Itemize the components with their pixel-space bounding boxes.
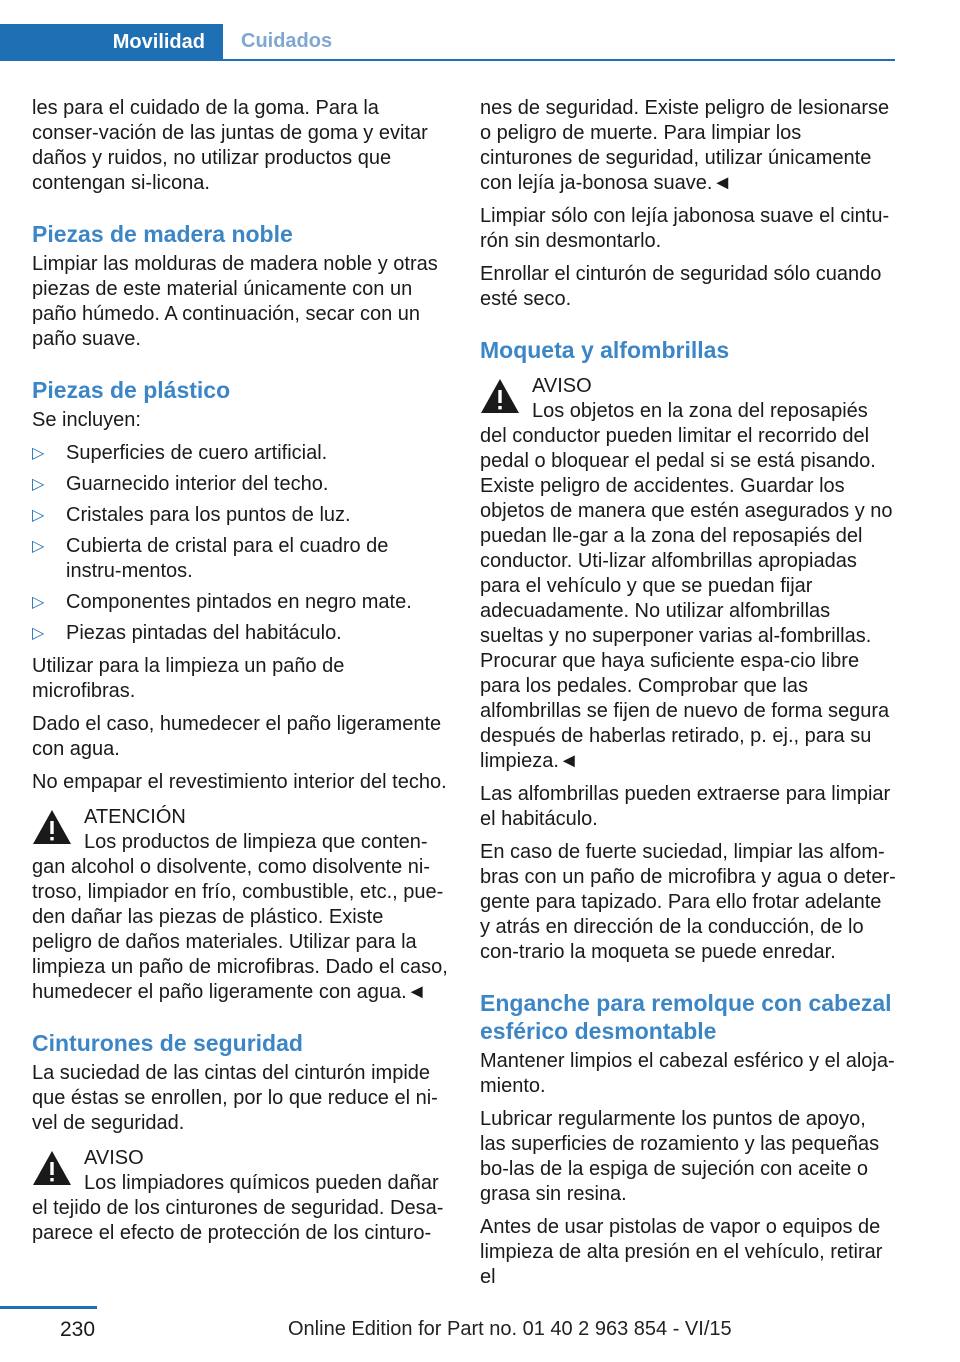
page-number: 230 xyxy=(60,1318,96,1341)
paragraph: Mantener limpios el cabezal esférico y el aloja-miento. xyxy=(480,1050,895,1097)
paragraph: Enrollar el cinturón de seguridad sólo cuando esté seco. xyxy=(480,263,882,310)
heading-enganche: Enganche para remolque con cabezal esférico desmontable xyxy=(480,990,892,1044)
triangle-bullet-icon: ▷ xyxy=(32,538,45,555)
warning-triangle-icon xyxy=(32,809,72,845)
paragraph: Limpiar sólo con lejía jabonosa suave el cintu-rón sin desmontarlo. xyxy=(480,205,890,252)
paragraph: Se incluyen: xyxy=(32,409,141,431)
paragraph: En caso de fuerte suciedad, limpiar las alfom-bras con un paño de microfibra y agua o deter-gente para tapizado. Para ello frotar adelante y atrás en dirección de la conducción, de lo con-trario la moqueta se puede enredar. xyxy=(480,841,896,963)
warning-box xyxy=(480,374,896,774)
heading-madera: Piezas de madera noble xyxy=(32,221,293,247)
warning-text: Los productos de limpieza que conten-gan alcohol o disolvente, como disolvente ni-troso, limpiador en frío, combustible, etc., pue-den dañar las piezas de plástico. Existe peligro de daños materiales. Utilizar para la limpieza un paño de microfibras. Dado el caso, humedecer el paño ligeramente con agua.◄ xyxy=(32,831,448,1003)
list-item: ▷ Componentes pintados en negro mate. xyxy=(32,591,412,613)
warning-box xyxy=(32,805,448,1005)
bullet-list xyxy=(32,441,448,646)
warning-title: AVISO xyxy=(84,1147,144,1169)
heading-plastico: Piezas de plástico xyxy=(32,377,231,403)
warning-box xyxy=(32,1146,448,1246)
paragraph: Dado el caso, humedecer el paño ligeramente con agua. xyxy=(32,713,442,760)
tab-movilidad[interactable]: Movilidad xyxy=(0,24,223,61)
warning-title: ATENCIÓN xyxy=(84,806,186,828)
list-item: ▷ Piezas pintadas del habitáculo. xyxy=(32,622,342,644)
header-bar xyxy=(0,0,895,62)
warning-text: Los limpiadores químicos pueden dañar el tejido de los cinturones de seguridad. Desa-parece el efecto de protección de los cinturo- xyxy=(32,1172,444,1244)
list-item: ▷ Superficies de cuero artificial. xyxy=(32,442,328,464)
paragraph: Antes de usar pistolas de vapor o equipos de limpieza de alta presión en el vehículo, retirar el xyxy=(480,1216,883,1288)
left-column xyxy=(32,96,448,1254)
warning-title: AVISO xyxy=(532,375,592,397)
right-column xyxy=(480,96,896,1298)
heading-cinturones: Cinturones de seguridad xyxy=(32,1030,303,1056)
warning-triangle-icon xyxy=(480,378,520,414)
list-item: ▷ Cubierta de cristal para el cuadro de instru-mentos. xyxy=(32,535,389,582)
list-item: ▷ Guarnecido interior del techo. xyxy=(32,473,329,495)
warning-text: Los objetos en la zona del reposapiés del conductor pueden limitar el recorrido del pedal o bloquear el pedal si se está pisando. Existe peligro de accidentes. Guardar los objetos de manera que estén asegurados y no puedan lle-gar a la zona del reposapiés del conductor. Uti-lizar alfombrillas apropiadas para el vehículo y que se puedan fijar adecuadamente. No utilizar alfombrillas sueltas y no superponer varias al-fombrillas. Procurar que haya suficiente espa-cio libre para los pedales. Comprobar que las alfombrillas se fijen de nuevo de forma segura después de haberlas retirado, p. ej., para su limpieza.◄ xyxy=(480,400,893,772)
paragraph: les para el cuidado de la goma. Para la conser-vación de las juntas de goma y evitar daños y ruidos, no utilizar productos que contengan si-licona. xyxy=(32,97,428,194)
triangle-bullet-icon: ▷ xyxy=(32,594,45,611)
triangle-bullet-icon: ▷ xyxy=(32,507,45,524)
paragraph: La suciedad de las cintas del cinturón impide que éstas se enrollen, por lo que reduce el ni-vel de seguridad. xyxy=(32,1062,438,1134)
triangle-bullet-icon: ▷ xyxy=(32,445,45,462)
paragraph: nes de seguridad. Existe peligro de lesionarse o peligro de muerte. Para limpiar los cinturones de seguridad, utilizar únicamente con lejía ja-bonosa suave.◄ xyxy=(480,97,890,194)
paragraph: Las alfombrillas pueden extraerse para limpiar el habitáculo. xyxy=(480,783,891,830)
warning-triangle-icon xyxy=(32,1150,72,1186)
triangle-bullet-icon: ▷ xyxy=(32,625,45,642)
paragraph: Utilizar para la limpieza un paño de microfibras. xyxy=(32,655,345,702)
triangle-bullet-icon: ▷ xyxy=(32,476,45,493)
paragraph: No empapar el revestimiento interior del techo. xyxy=(32,771,447,793)
footer-rule xyxy=(0,1306,97,1309)
paragraph: Limpiar las molduras de madera noble y otras piezas de este material únicamente con un paño húmedo. A continuación, secar con un paño suave. xyxy=(32,253,438,350)
tab-cuidados[interactable]: Cuidados xyxy=(223,24,895,61)
heading-moqueta: Moqueta y alfombrillas xyxy=(480,337,730,363)
edition-note: Online Edition for Part no. 01 40 2 963 854 - VI/15 xyxy=(288,1318,732,1340)
list-item: ▷ Cristales para los puntos de luz. xyxy=(32,504,351,526)
paragraph: Lubricar regularmente los puntos de apoyo, las superficies de rozamiento y las pequeñas bo-las de la espiga de sujeción con aceite o grasa sin resina. xyxy=(480,1108,880,1205)
